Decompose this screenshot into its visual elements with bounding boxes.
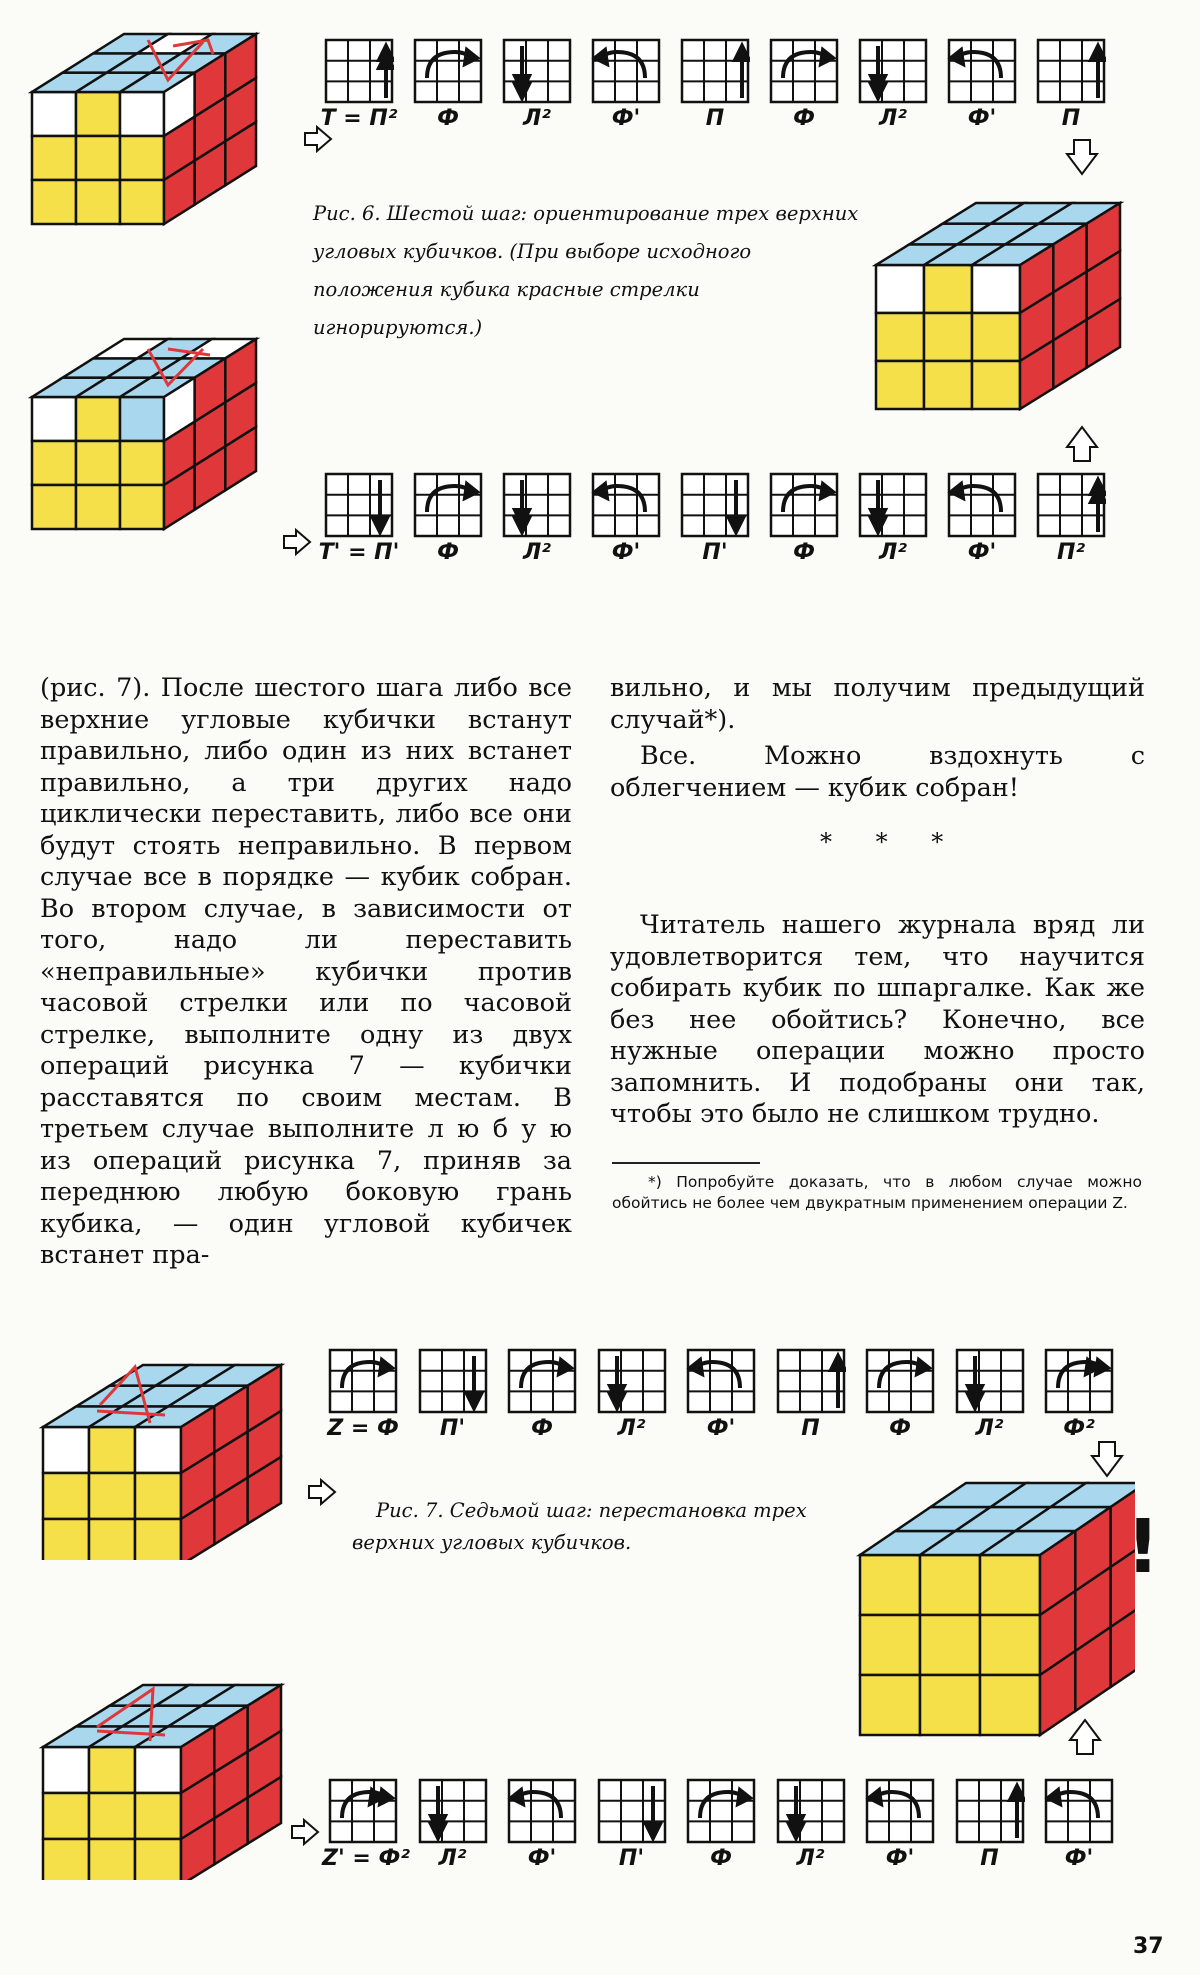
front-sticker: [32, 397, 76, 441]
move-label: Z = Ф: [327, 1416, 399, 1441]
face-grid-icon: [507, 1348, 577, 1414]
face-grid-icon: [865, 1348, 935, 1414]
flow-arrow-up-icon: [1068, 1718, 1102, 1756]
move-label: Ф': [885, 1846, 915, 1871]
front-sticker: [120, 441, 164, 485]
front-sticker: [76, 92, 120, 136]
figure6-caption-line: положения кубика красные стрелки: [313, 278, 700, 301]
move-label: Ф': [967, 106, 997, 131]
move-label: Ф: [531, 1416, 553, 1441]
front-sticker: [43, 1839, 89, 1880]
move-label: Ф': [1064, 1846, 1094, 1871]
front-sticker: [32, 136, 76, 180]
front-sticker: [920, 1555, 980, 1615]
move-label: Л²: [879, 106, 907, 131]
move-step: [318, 472, 400, 566]
right-paragraph-2: Все. Можно вздохнуть с облегчением — кубик собран!: [610, 741, 1145, 803]
front-sticker: [76, 136, 120, 180]
move-step: [496, 472, 578, 566]
face-grid-icon: [502, 38, 572, 104]
figure6-caption: [313, 195, 933, 347]
move-step: [852, 38, 934, 132]
footnote-rule: [612, 1162, 760, 1164]
move-step: [322, 1348, 404, 1442]
figure7-caption-line: верхних угловых кубичков.: [352, 1531, 632, 1554]
front-sticker: [89, 1747, 135, 1793]
move-step: [674, 472, 756, 566]
move-label: Ф: [437, 106, 459, 131]
front-sticker: [120, 136, 164, 180]
move-step: [852, 472, 934, 566]
face-grid-icon: [324, 472, 394, 538]
face-grid-icon: [769, 38, 839, 104]
move-step: [412, 1348, 494, 1442]
face-grid-icon: [1036, 472, 1106, 538]
move-label: П: [980, 1846, 999, 1871]
move-label: Z' = Ф²: [322, 1846, 410, 1871]
move-step: [680, 1778, 762, 1872]
front-sticker: [972, 265, 1020, 313]
face-grid-icon: [865, 1778, 935, 1844]
move-step: [501, 1348, 583, 1442]
face-grid-icon: [680, 38, 750, 104]
move-step: [501, 1778, 583, 1872]
move-step: [763, 472, 845, 566]
move-step: [585, 38, 667, 132]
figure6-caption-line: игнорируются.): [313, 316, 483, 339]
figure7-caption: [352, 1495, 872, 1559]
footnote: *) Попробуйте доказать, что в любом случае можно обойтись не более чем двукратным применением операции Z.: [612, 1173, 1142, 1212]
face-grid-icon: [858, 38, 928, 104]
move-label: Л²: [879, 540, 907, 565]
right-paragraph-3: Читатель нашего журнала вряд ли удовлетворится тем, что научится собирать кубик по шпаргалке. Как же без нее обойтись? Конечно, все нужные операции можно просто запомнить. И подобраны они так, чтобы это было не слишком трудно.: [610, 910, 1145, 1129]
move-step: [859, 1348, 941, 1442]
move-step: [407, 38, 489, 132]
move-step: [496, 38, 578, 132]
face-grid-icon: [686, 1778, 756, 1844]
move-step: [585, 472, 667, 566]
move-step: [322, 1778, 410, 1872]
cube-fig7-alt-start: [35, 1665, 315, 1880]
front-sticker: [76, 485, 120, 529]
face-grid-icon: [507, 1778, 577, 1844]
front-sticker: [120, 92, 164, 136]
move-step: [770, 1348, 852, 1442]
figure6-caption-line: Рис. 6. Шестой шаг: ориентирование трех верхних: [313, 202, 859, 225]
move-label: П': [618, 1846, 645, 1871]
face-grid-icon: [418, 1348, 488, 1414]
face-grid-icon: [947, 38, 1017, 104]
flow-arrow-down-icon: [1090, 1440, 1124, 1478]
left-paragraph: (рис. 7). После шестого шага либо все верхние угловые кубички встанут правильно, либо один из них встанет правильно, а три других надо циклически переставить, либо все они будут стоять неправильно. В первом случае все в порядке — кубик собран. Во втором случае, в зависимости от того, надо ли переставить «неправильные» кубички против часовой стрелки или по часовой стрелке, выполните одну из двух операций рисунка 7 — кубички расставятся по своим местам. В третьем случае выполните л ю б у ю из операций рисунка 7, приняв за переднюю любую боковую грань кубика, — один угловой кубичек встанет пра-: [40, 673, 572, 1270]
figure7-caption-line: Рис. 7. Седьмой шаг: перестановка трех: [376, 1499, 807, 1522]
move-step: [949, 1348, 1031, 1442]
move-label: Л²: [796, 1846, 825, 1871]
move-step: [412, 1778, 494, 1872]
cube-fig7-result: [855, 1475, 1135, 1745]
front-sticker: [32, 441, 76, 485]
move-label: T' = П': [318, 540, 400, 565]
front-sticker: [924, 361, 972, 409]
face-grid-icon: [947, 472, 1017, 538]
move-step: [674, 38, 756, 132]
move-step: [1030, 38, 1112, 132]
move-step: [318, 38, 400, 132]
move-step: [763, 38, 845, 132]
flow-arrow-right-icon: [290, 1818, 320, 1846]
front-sticker: [135, 1519, 181, 1560]
front-sticker: [76, 441, 120, 485]
face-grid-icon: [328, 1778, 398, 1844]
front-sticker: [920, 1615, 980, 1675]
front-sticker: [135, 1473, 181, 1519]
front-sticker: [120, 397, 164, 441]
move-label: Ф': [527, 1846, 557, 1871]
flow-arrow-up-icon: [1065, 425, 1099, 463]
face-grid-icon: [597, 1348, 667, 1414]
move-label: Ф': [706, 1416, 736, 1441]
figure6-caption-line: угловых кубичков. (При выборе исходного: [313, 240, 752, 263]
front-sticker: [43, 1793, 89, 1839]
face-grid-icon: [418, 1778, 488, 1844]
move-label: Ф: [793, 540, 815, 565]
move-label: П: [1061, 106, 1081, 131]
front-sticker: [980, 1555, 1040, 1615]
front-sticker: [972, 313, 1020, 361]
front-sticker: [860, 1675, 920, 1735]
face-grid-icon: [776, 1778, 846, 1844]
front-sticker: [89, 1427, 135, 1473]
move-label: П: [705, 106, 725, 131]
move-label: Ф: [889, 1416, 911, 1441]
face-grid-icon: [597, 1778, 667, 1844]
face-grid-icon: [686, 1348, 756, 1414]
exclamation-mark: !: [1126, 1504, 1160, 1590]
front-sticker: [135, 1839, 181, 1880]
front-sticker: [76, 180, 120, 224]
move-label: П: [801, 1416, 820, 1441]
front-sticker: [32, 485, 76, 529]
right-column: [610, 673, 1145, 1131]
move-label: Л²: [617, 1416, 646, 1441]
face-grid-icon: [955, 1778, 1025, 1844]
move-step: [591, 1778, 673, 1872]
move-step: [949, 1778, 1031, 1872]
flow-arrow-down-icon: [1065, 138, 1099, 176]
face-grid-icon: [328, 1348, 398, 1414]
move-step: [1038, 1778, 1120, 1872]
front-sticker: [43, 1519, 89, 1560]
front-sticker: [920, 1675, 980, 1735]
front-sticker: [860, 1555, 920, 1615]
right-paragraph-1: вильно, и мы получим предыдущий случай*).: [610, 673, 1145, 735]
front-sticker: [43, 1427, 89, 1473]
move-label: П': [702, 540, 728, 565]
move-label: Ф': [967, 540, 997, 565]
move-label: Л²: [975, 1416, 1004, 1441]
face-grid-icon: [502, 472, 572, 538]
front-sticker: [980, 1675, 1040, 1735]
move-label: П²: [1056, 540, 1086, 565]
move-label: Ф: [710, 1846, 732, 1871]
front-sticker: [135, 1747, 181, 1793]
cube-fig7-start: [35, 1345, 315, 1560]
front-sticker: [32, 180, 76, 224]
section-stars: * * *: [820, 828, 962, 856]
move-label: Ф': [611, 540, 641, 565]
flow-arrow-right-icon: [307, 1478, 337, 1506]
face-grid-icon: [1044, 1348, 1114, 1414]
front-sticker: [972, 361, 1020, 409]
face-grid-icon: [591, 38, 661, 104]
move-step: [680, 1348, 762, 1442]
page-number: 37: [1133, 1934, 1164, 1959]
front-sticker: [76, 397, 120, 441]
move-step: [770, 1778, 852, 1872]
move-step: [1030, 472, 1112, 566]
move-step: [591, 1348, 673, 1442]
front-sticker: [89, 1473, 135, 1519]
face-grid-icon: [413, 38, 483, 104]
move-label: Ф: [793, 106, 815, 131]
front-sticker: [43, 1473, 89, 1519]
front-sticker: [876, 361, 924, 409]
front-sticker: [135, 1793, 181, 1839]
move-label: Л²: [523, 106, 551, 131]
front-sticker: [89, 1519, 135, 1560]
face-grid-icon: [413, 472, 483, 538]
left-column: [40, 673, 572, 1272]
face-grid-icon: [680, 472, 750, 538]
front-sticker: [120, 180, 164, 224]
cube-fig6-alt-start: [28, 335, 308, 535]
front-sticker: [43, 1747, 89, 1793]
face-grid-icon: [858, 472, 928, 538]
face-grid-icon: [776, 1348, 846, 1414]
move-label: Л²: [523, 540, 551, 565]
move-step: [941, 472, 1023, 566]
move-label: T = П²: [320, 106, 398, 131]
move-label: Ф': [611, 106, 641, 131]
move-label: Л²: [438, 1846, 467, 1871]
move-step: [1038, 1348, 1120, 1442]
move-label: П': [439, 1416, 466, 1441]
face-grid-icon: [769, 472, 839, 538]
front-sticker: [89, 1839, 135, 1880]
flow-arrow-right-icon: [282, 528, 312, 556]
face-grid-icon: [324, 38, 394, 104]
front-sticker: [135, 1427, 181, 1473]
move-label: Ф²: [1063, 1416, 1095, 1441]
face-grid-icon: [1044, 1778, 1114, 1844]
face-grid-icon: [591, 472, 661, 538]
front-sticker: [89, 1793, 135, 1839]
front-sticker: [120, 485, 164, 529]
move-step: [941, 38, 1023, 132]
front-sticker: [860, 1615, 920, 1675]
move-step: [859, 1778, 941, 1872]
front-sticker: [980, 1615, 1040, 1675]
face-grid-icon: [1036, 38, 1106, 104]
move-step: [407, 472, 489, 566]
cube-fig6-start: [28, 30, 308, 230]
move-label: Ф: [437, 540, 459, 565]
face-grid-icon: [955, 1348, 1025, 1414]
front-sticker: [32, 92, 76, 136]
